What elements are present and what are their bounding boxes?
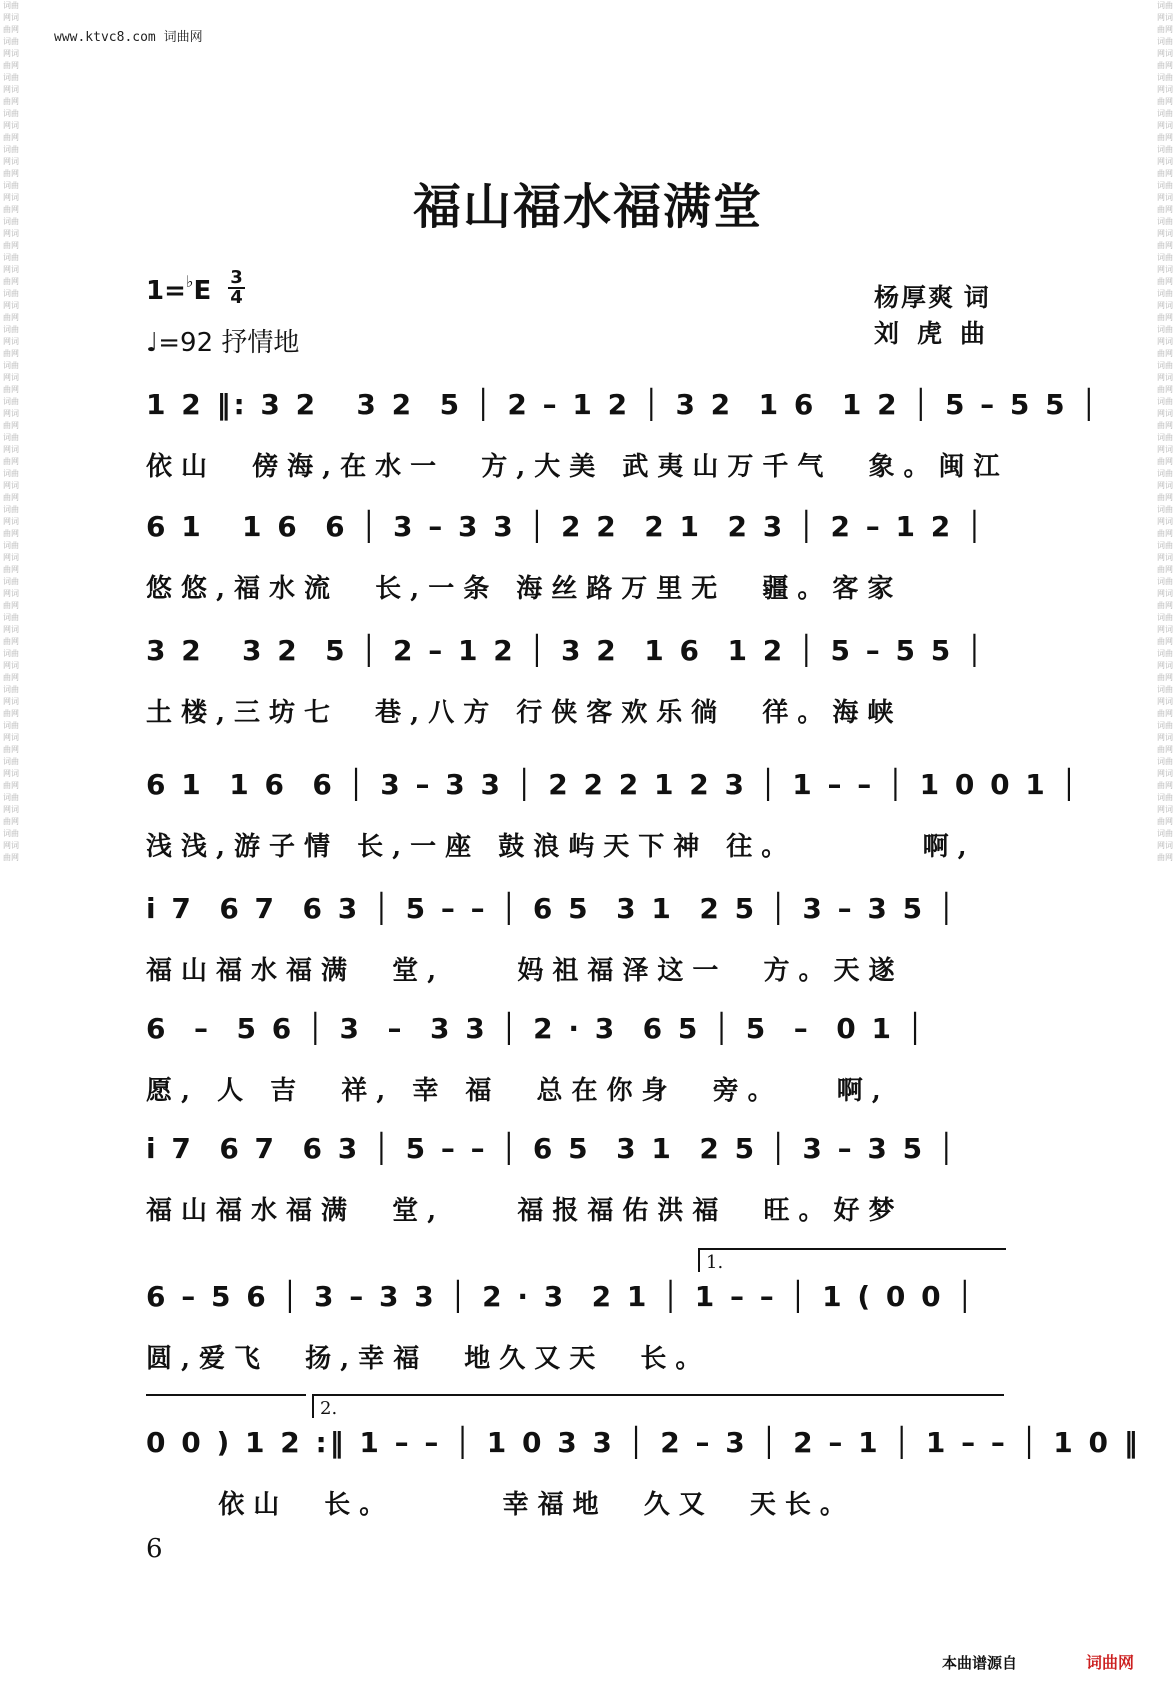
- quarter-note-icon: ♩: [146, 328, 159, 358]
- time-signature: [228, 266, 245, 308]
- brand-link[interactable]: 词曲网: [1086, 1653, 1135, 1672]
- volta-label-1: 1.: [706, 1252, 724, 1273]
- source-label: 本曲谱源自: [942, 1654, 1018, 1672]
- lyricist-line: [874, 280, 989, 316]
- notation-line: 6 – 5 6 │ 3 – 3 3 │ 2 · 3 2 1 │ 1 – – │ 1 ( 0 0 │: [146, 1280, 977, 1313]
- flat-sign: ♭: [185, 272, 194, 291]
- lyric-line: 福山福水福满 堂, 妈祖福泽这一 方。天遂: [146, 956, 904, 986]
- lyric-line: 依山 傍海,在水一 方,大美 武夷山万千气 象。闽江: [146, 452, 1009, 482]
- key-signature: [146, 266, 245, 311]
- watermark-strip-left: 词曲网词曲网词曲网词曲网词曲网词曲网词曲网词曲网词曲网词曲网词曲网词曲网词曲网词曲网词曲网词曲网词曲网词曲网词曲网词曲网词曲网词曲网词曲网词曲网词曲网词曲网词曲网词曲网词曲网词曲网词曲网词曲网词曲网词曲网词曲网词曲网词曲网词曲网词曲网词曲网词曲网词曲网词曲网词曲网词曲网词曲网词曲网词曲网: [3, 1, 19, 862]
- lyric-line: 愿, 人 吉 祥, 幸 福 总在你身 旁。 啊,: [146, 1076, 890, 1106]
- tempo-marking: [146, 322, 299, 359]
- notation-line: i 7 6 7 6 3 │ 5 – – │ 6 5 3 1 2 5 │ 3 – 3 5 │: [146, 892, 958, 925]
- composer-line: [874, 316, 989, 352]
- notation-line: i 7 6 7 6 3 │ 5 – – │ 6 5 3 1 2 5 │ 3 – 3 5 │: [146, 1132, 958, 1165]
- notation-line: 1 2 ‖: 3 2 3 2 5 │ 2 – 1 2 │ 3 2 1 6 1 2 │ 5 – 5 5 │: [146, 388, 1101, 421]
- notation-line: 6 – 5 6 │ 3 – 3 3 │ 2 · 3 6 5 │ 5 – 0 1 │: [146, 1012, 927, 1045]
- notation-line: 0 0 ) 1 2 :‖ 1 – – │ 1 0 3 3 │ 2 – 3 │ 2 – 1 │ 1 – – │ 1 0 ‖: [146, 1426, 1141, 1459]
- key-prefix: 1=: [146, 276, 186, 306]
- staff-rule: [146, 1394, 306, 1396]
- volta-bracket-1: [698, 1248, 1006, 1272]
- lyric-line: 浅浅,游子情 长,一座 鼓浪屿天下神 往。 啊,: [146, 832, 976, 862]
- lyric-line: 依山 长。 幸福地 久又 天长。: [146, 1490, 855, 1520]
- notation-line: 6 1 1 6 6 │ 3 – 3 3 │ 2 2 2 1 2 3 │ 1 – – │ 1 0 0 1 │: [146, 768, 1081, 801]
- lyric-line: 圆,爱飞 扬,幸福 地久又天 长。: [146, 1344, 711, 1374]
- page-number: 6: [146, 1534, 163, 1564]
- lyric-line: 土楼,三坊七 巷,八方 行侠客欢乐徜 徉。海峡: [146, 698, 903, 728]
- notation-line: 6 1 1 6 6 │ 3 – 3 3 │ 2 2 2 1 2 3 │ 2 – 1 2 │: [146, 510, 986, 543]
- site-url: www.ktvc8.com 词曲网: [54, 30, 203, 45]
- watermark-strip-right: 词曲网词曲网词曲网词曲网词曲网词曲网词曲网词曲网词曲网词曲网词曲网词曲网词曲网词曲网词曲网词曲网词曲网词曲网词曲网词曲网词曲网词曲网词曲网词曲网词曲网词曲网词曲网词曲网词曲网词曲网词曲网词曲网词曲网词曲网词曲网词曲网词曲网词曲网词曲网词曲网词曲网词曲网词曲网词曲网词曲网词曲网词曲网词曲网: [1157, 1, 1173, 862]
- key-note: E: [193, 276, 212, 306]
- expression-mark: 抒情地: [221, 328, 300, 358]
- lyric-line: 福山福水福满 堂, 福报福佑洪福 旺。好梦: [146, 1196, 904, 1226]
- song-title: 福山福水福满堂: [412, 179, 763, 235]
- notation-line: 3 2 3 2 5 │ 2 – 1 2 │ 3 2 1 6 1 2 │ 5 – 5 5 │: [146, 634, 986, 667]
- composer-role: 曲: [960, 319, 986, 348]
- tempo-value: =92: [158, 328, 214, 358]
- lyricist-name: 杨厚爽: [874, 283, 956, 312]
- composer-name: 刘虎: [874, 319, 961, 348]
- meter-bottom: 4: [230, 286, 243, 308]
- meter-top: 3: [230, 266, 243, 288]
- volta-bracket-2: [312, 1394, 1004, 1418]
- volta-label-2: 2.: [320, 1398, 338, 1419]
- lyric-line: 悠悠,福水流 长,一条 海丝路万里无 疆。客家: [146, 574, 903, 604]
- lyricist-role: 词: [963, 283, 989, 312]
- credits: [874, 280, 989, 352]
